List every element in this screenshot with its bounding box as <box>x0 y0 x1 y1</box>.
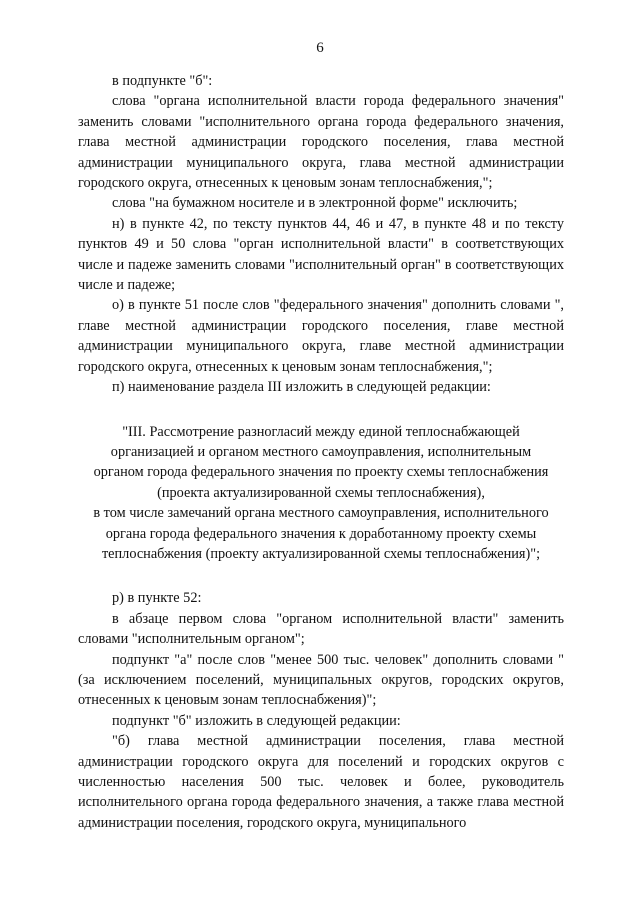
section-title-line: органа города федерального значения к доработанному проекту схемы <box>105 525 537 542</box>
section-title-line: органом города федерального значения по проекту схемы теплоснабжения <box>93 464 549 481</box>
paragraph: н) в пункте 42, по тексту пунктов 44, 46 и 47, в пункте 48 и по тексту пунктов 49 и 50 слова "орган исполнительной власти" в соответствующих числе и падеже заменить словами "исполнительный орган" в соответствующих числе и падеже; <box>78 215 564 294</box>
section-title-line: (проекта актуализированной схемы теплоснабжения), <box>157 484 485 501</box>
section-title-line: в том числе замечаний органа местного самоуправления, исполнительного <box>93 505 549 522</box>
section-title-quote <box>78 422 564 565</box>
paragraph: "б) глава местной администрации поселения, глава местной администрации городского округа для поселений и городских округов с численностью населения 500 тыс. человек и более, руководитель исполнительного органа города федерального значения, а также глава местной администрации поселения, городского округа, муниципального <box>78 733 564 831</box>
section-title-line: "III. Рассмотрение разногласий между единой теплоснабжающей <box>122 423 520 440</box>
paragraph: слова "на бумажном носителе и в электронной форме" исключить; <box>112 195 518 212</box>
paragraph: подпункт "а" после слов "менее 500 тыс. человек" дополнить словами "(за исключением поселений, муниципальных округов, городских округов, отнесенных к ценовым зонам теплоснабжения)"; <box>78 651 564 709</box>
paragraph: п) наименование раздела III изложить в следующей редакции: <box>112 379 491 396</box>
paragraph: о) в пункте 51 после слов "федерального значения" дополнить словами ", главе местной администрации городского поселения, главе местной администрации муниципального округа, главе местной администрации городского округа, отнесенных к ценовым зонам теплоснабжения,"; <box>78 297 564 375</box>
page-number: 6 <box>316 40 324 56</box>
paragraph: в абзаце первом слова "органом исполнительной власти" заменить словами "исполнительным органом"; <box>78 610 564 648</box>
section-title-line: организацией и органом местного самоуправления, исполнительным <box>110 443 532 460</box>
paragraph: в подпункте "б": <box>112 73 213 89</box>
document-body <box>78 71 564 833</box>
paragraph: подпункт "б" изложить в следующей редакции: <box>112 712 401 729</box>
section-title-line: теплоснабжения (проекту актуализированной схемы теплоснабжения)"; <box>101 545 541 562</box>
paragraph: р) в пункте 52: <box>112 590 202 607</box>
paragraph: слова "органа исполнительной власти города федерального значения" заменить словами "исполнительного органа города федерального значения, глава местной администрации городского поселения, глава местной администрации муниципального округа, глава местной администрации городского округа, отнесенных к ценовым зонам теплоснабжения,"; <box>78 93 564 192</box>
